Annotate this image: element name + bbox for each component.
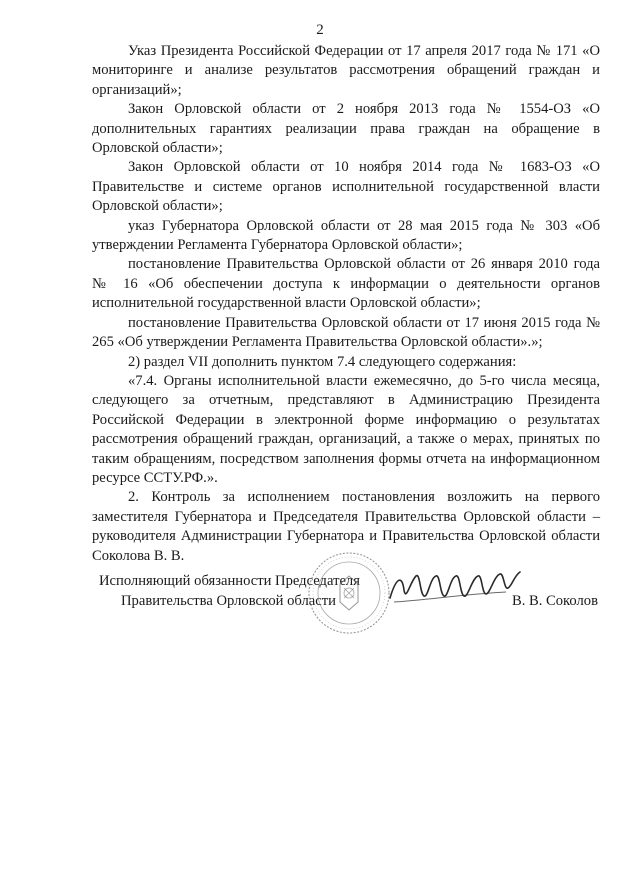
signer-name: В. В. Соколов [511,593,598,609]
page-number: 2 [316,22,324,38]
paragraph: постановление Правительства Орловской области от 26 января 2010 года № 16 «Об обеспечении доступа к информации о деятельности органов исполнительной государственной власти Орловской области»; [92,256,600,312]
paragraph: 2) раздел VII дополнить пунктом 7.4 следующего содержания: [128,353,517,370]
paragraph: «7.4. Органы исполнительной власти ежемесячно, до 5-го числа месяца, следующего за отчетным, представляют в Администрацию Президента Российской Федерации в электронной форме информацию о результатах рассмотрения обращений граждан, организаций, а также о мерах, принятых по таким обращениям, посредством заполнения формы отчета на информационном ресурсе ССТУ.РФ.». [92,372,600,486]
paragraph: 2. Контроль за исполнением постановления возложить на первого заместителя Губернатора и Председателя Правительства Орловской области – руководителя Администрации Губернатора и Правительства Орловской области Соколова В. В. [92,489,600,564]
paragraph: постановление Правительства Орловской области от 17 июня 2015 года № 265 «Об утверждении Регламента Правительства Орловской области».»; [92,314,600,351]
paragraph: Указ Президента Российской Федерации от 17 апреля 2017 года № 171 «О мониторинге и анализе результатов рассмотрения обращений граждан и организаций»; [92,43,600,98]
handwritten-signature-icon [386,564,526,608]
signer-position-line2: Правительства Орловской области [121,593,336,609]
signature-block [0,560,640,630]
document-body [92,42,600,566]
paragraph: Закон Орловской области от 10 ноября 2014 года № 1683-ОЗ «О Правительстве и системе органов исполнительной государственной власти Орловской области»; [92,159,600,215]
paragraph: указ Губернатора Орловской области от 28 мая 2015 года № 303 «Об утверждении Регламента Губернатора Орловской области»; [92,217,600,254]
signer-position-line1: Исполняющий обязанности Председателя [99,573,360,589]
paragraph: Закон Орловской области от 2 ноября 2013 года № 1554-ОЗ «О дополнительных гарантиях реализации права граждан на обращение в Орловской области»; [92,101,600,157]
official-seal-icon [306,550,392,636]
